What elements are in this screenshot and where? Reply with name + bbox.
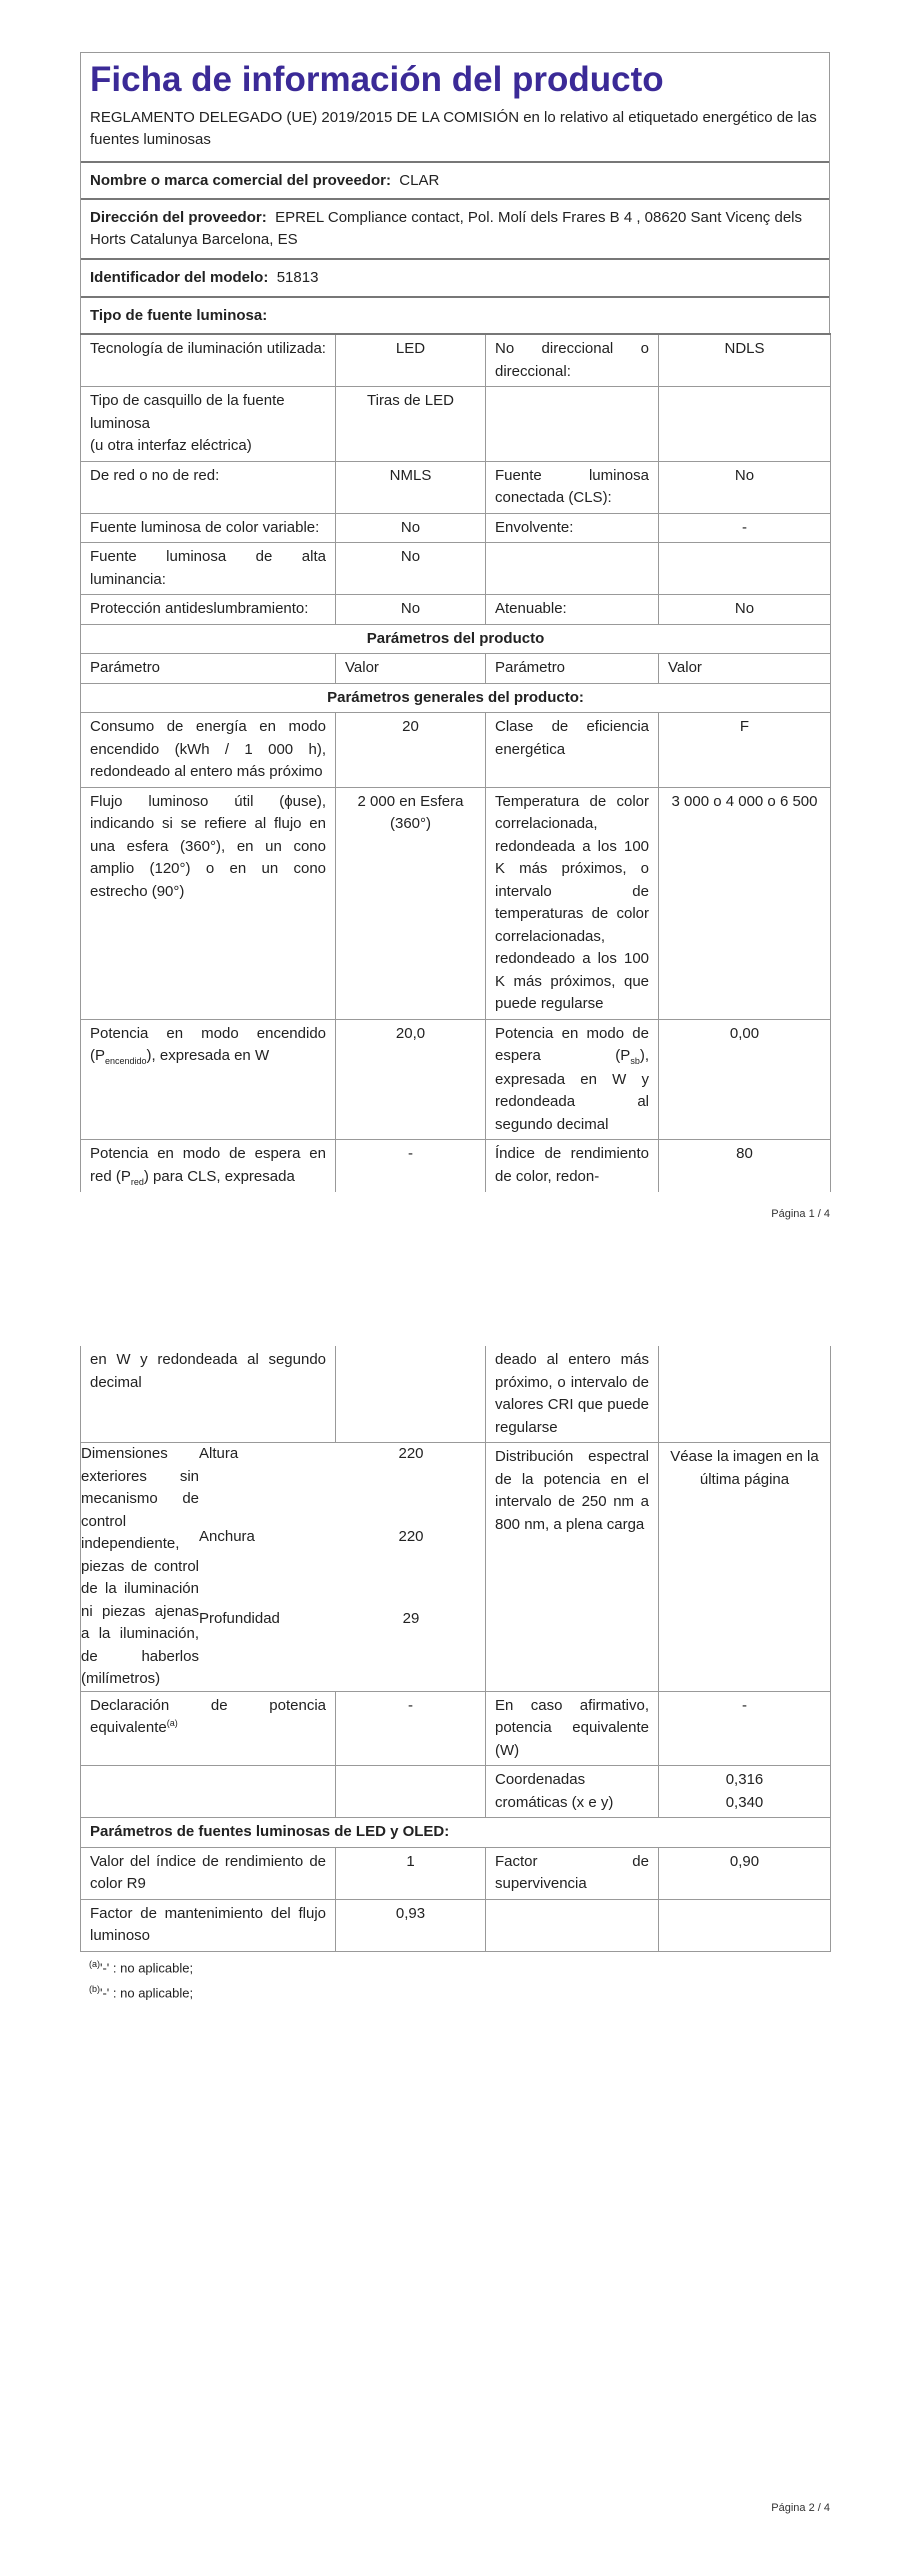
table-row [81, 1691, 831, 1766]
cri-label: Índice de rendimiento de color, redon- [486, 1140, 659, 1193]
standby-power-label [486, 1019, 659, 1140]
standby-power-value: 0,00 [659, 1019, 831, 1140]
footnote-a-text: '-' : no aplicable; [100, 1959, 194, 1975]
col-header-param: Parámetro [486, 654, 659, 684]
table-row [81, 513, 831, 543]
energy-class-value: F [659, 713, 831, 788]
supplier-name-label: Nombre o marca comercial del proveedor: [90, 171, 391, 189]
energy-class-label: Clase de eficiencia energética [486, 713, 659, 788]
empty-cell [81, 1766, 336, 1818]
cls-label: Fuente luminosa conectada (CLS): [486, 461, 659, 513]
table-row [81, 713, 831, 788]
height-label: Altura [199, 1445, 239, 1462]
on-mode-power-value: 20,0 [336, 1019, 486, 1140]
supplier-name-row [81, 161, 829, 199]
empty-cell [659, 387, 831, 462]
luminous-flux-label: Flujo luminoso útil (ϕuse), indicando si se refiere al flujo en una esfera (360°), en un cono amplio (120°) o en un cono estrecho (90°) [81, 787, 336, 1019]
empty-cell [486, 543, 659, 595]
page-number: Página 2 / 4 [771, 2502, 830, 2514]
depth-label: Profundidad [199, 1610, 280, 1627]
table-row [81, 1019, 831, 1140]
led-params-title: Parámetros de fuentes luminosas de LED y OLED: [81, 1818, 831, 1848]
table-row [81, 1443, 486, 1526]
spectral-distribution-value: Véase la imagen en la última página [659, 1443, 831, 1692]
directional-value: NDLS [659, 334, 831, 387]
energy-consumption-value: 20 [336, 713, 486, 788]
on-mode-power-label [81, 1019, 336, 1140]
table-row [81, 1443, 831, 1692]
networked-standby-label-cont: en W y redondeada al segundo decimal [81, 1346, 336, 1443]
table-row [81, 624, 831, 654]
empty-cell [486, 387, 659, 462]
cap-label-note: (u otra interfaz eléctrica) [90, 437, 252, 455]
col-header-value: Valor [659, 654, 831, 684]
survival-factor-label: Factor de supervivencia [486, 1847, 659, 1899]
regulation-text: REGLAMENTO DELEGADO (UE) 2019/2015 DE LA COMISIÓN en lo relativo al etiquetado energético de las fuentes luminosas [90, 109, 817, 148]
footnote-b-mark: (b) [89, 1983, 100, 1994]
footnotes [80, 1952, 830, 2010]
height-value: 220 [398, 1445, 424, 1462]
model-id: 51813 [276, 268, 319, 286]
supplier-address-label: Dirección del proveedor: [90, 209, 267, 227]
standby-power-sub: sb [630, 1056, 640, 1067]
page-title: Ficha de información del producto [90, 60, 664, 99]
tech-value: LED [336, 334, 486, 387]
cap-value: Tiras de LED [336, 387, 486, 462]
lumen-maintenance-value: 0,93 [336, 1899, 486, 1951]
empty-cell [659, 1899, 831, 1951]
info-table-page-2 [80, 1346, 831, 1952]
light-source-type-label: Tipo de fuente luminosa: [90, 306, 268, 324]
page-number: Página 1 / 4 [771, 1208, 830, 1220]
dimensions-label: Dimensiones exteriores sin mecanismo de control independiente, piezas de control de la iluminación ni piezas ajenas a la iluminación, de haberlos (milímetros) [81, 1445, 199, 1687]
dimensions-table [81, 1443, 486, 1691]
networked-standby-sub: red [130, 1176, 144, 1187]
chromaticity-x: 0,316 [725, 1771, 764, 1788]
high-luminance-value: No [336, 543, 486, 595]
chromaticity-value [659, 1766, 831, 1818]
depth-value: 29 [402, 1610, 420, 1627]
colour-tunable-value: No [336, 513, 486, 543]
envelope-value: - [659, 513, 831, 543]
empty-cell [659, 1346, 831, 1443]
table-row [81, 1766, 831, 1818]
high-luminance-label: Fuente luminosa de alta luminancia: [81, 543, 336, 595]
networked-standby-label-end: ) para CLS, expresada [143, 1167, 295, 1185]
model-id-row [81, 258, 829, 296]
networked-standby-label [81, 1140, 336, 1193]
lumen-maintenance-label: Factor de mantenimiento del flujo luminoso [81, 1899, 336, 1951]
table-row [81, 1140, 831, 1193]
r9-label: Valor del índice de rendimiento de color R9 [81, 1847, 336, 1899]
light-source-type-row [81, 296, 829, 334]
equivalent-power-label: En caso afirmativo, potencia equivalente (W) [486, 1691, 659, 1766]
cct-value: 3 000 o 4 000 o 6 500 [659, 787, 831, 1019]
chromaticity-label: Coordenadas cromáticas (x e y) [486, 1766, 659, 1818]
table-row [81, 334, 831, 387]
product-params-title: Parámetros del producto [81, 624, 831, 654]
on-mode-power-label-end: ), expresada en W [146, 1047, 270, 1065]
table-row [81, 1346, 831, 1443]
width-value: 220 [398, 1527, 424, 1545]
dimensions-cell [81, 1443, 486, 1692]
col-header-param: Parámetro [81, 654, 336, 684]
equivalent-power-claim-label [81, 1691, 336, 1766]
survival-factor-value: 0,90 [659, 1847, 831, 1899]
supplier-address: EPREL Compliance contact, Pol. Molí dels Frares B 4 , 08620 Sant Vicenç dels Horts Catalunya Barcelona, ES [90, 209, 802, 248]
footnote-a-mark: (a) [89, 1958, 100, 1969]
footnote-ref-a: (a) [166, 1718, 178, 1728]
on-mode-power-label-start: Potencia en modo encendido (P [90, 1024, 326, 1065]
mains-value: NMLS [336, 461, 486, 513]
cls-value: No [659, 461, 831, 513]
r9-value: 1 [336, 1847, 486, 1899]
empty-cell [336, 1346, 486, 1443]
empty-cell [336, 1766, 486, 1818]
colour-tunable-label: Fuente luminosa de color variable: [81, 513, 336, 543]
info-table-page-1 [80, 333, 831, 1192]
anti-glare-label: Protección antideslumbramiento: [81, 595, 336, 625]
table-row [81, 543, 831, 595]
page-1 [80, 52, 830, 1192]
general-params-title: Parámetros generales del producto: [81, 683, 831, 713]
cct-label: Temperatura de color correlacionada, redondeada a los 100 K más próximos, o intervalo de temperaturas de color correlacionadas, redondeado a los 100 K más próximos, que puede regularse [486, 787, 659, 1019]
luminous-flux-value: 2 000 en Esfera (360°) [336, 787, 486, 1019]
empty-cell [659, 543, 831, 595]
tech-label: Tecnología de iluminación utilizada: [81, 334, 336, 387]
document-header [80, 52, 830, 333]
directional-label: No direccional o direccional: [486, 334, 659, 387]
table-row [81, 683, 831, 713]
on-mode-power-sub: encendido [105, 1056, 147, 1067]
equivalent-power-claim-value: - [336, 1691, 486, 1766]
cap-label-cell [81, 387, 336, 462]
dimmable-value: No [659, 595, 831, 625]
supplier-address-row [81, 198, 829, 258]
energy-consumption-label: Consumo de energía en modo encendido (kWh / 1 000 h), redondeado al entero más próximo [81, 713, 336, 788]
col-header-value: Valor [336, 654, 486, 684]
table-header-row [81, 654, 831, 684]
cri-value: 80 [659, 1140, 831, 1193]
cap-label: Tipo de casquillo de la fuente luminosa [90, 392, 285, 432]
supplier-name: CLAR [399, 171, 440, 189]
chromaticity-y: 0,340 [725, 1793, 764, 1811]
cri-label-cont: deado al entero más próximo, o intervalo de valores CRI que puede regularse [486, 1346, 659, 1443]
envelope-label: Envolvente: [486, 513, 659, 543]
standby-power-label-end: ), expresada en W y redondeada al segundo decimal [495, 1047, 649, 1133]
table-row [81, 1818, 831, 1848]
mains-label: De red o no de red: [81, 461, 336, 513]
anti-glare-value: No [336, 595, 486, 625]
networked-standby-label-start: Potencia en modo de espera en red (P [90, 1145, 326, 1185]
table-row [81, 595, 831, 625]
standby-power-label-start: Potencia en modo de espera (P [495, 1024, 649, 1065]
spectral-distribution-label: Distribución espectral de la potencia en el intervalo de 250 nm a 800 nm, a plena carga [486, 1443, 659, 1692]
footnote-a [89, 1956, 821, 1981]
equivalent-power-claim-text: Declaración de potencia equivalente [90, 1696, 326, 1736]
table-row [81, 387, 831, 462]
footnote-b [89, 1981, 821, 2006]
page-2 [80, 1346, 830, 2010]
empty-cell [486, 1899, 659, 1951]
footnote-b-text: '-' : no aplicable; [100, 1984, 194, 2000]
model-id-label: Identificador del modelo: [90, 268, 269, 286]
table-row [81, 1899, 831, 1951]
equivalent-power-value: - [659, 1691, 831, 1766]
table-row [81, 1847, 831, 1899]
table-row [81, 787, 831, 1019]
dimmable-label: Atenuable: [486, 595, 659, 625]
networked-standby-value: - [336, 1140, 486, 1193]
table-row [81, 461, 831, 513]
width-label: Anchura [199, 1527, 255, 1545]
